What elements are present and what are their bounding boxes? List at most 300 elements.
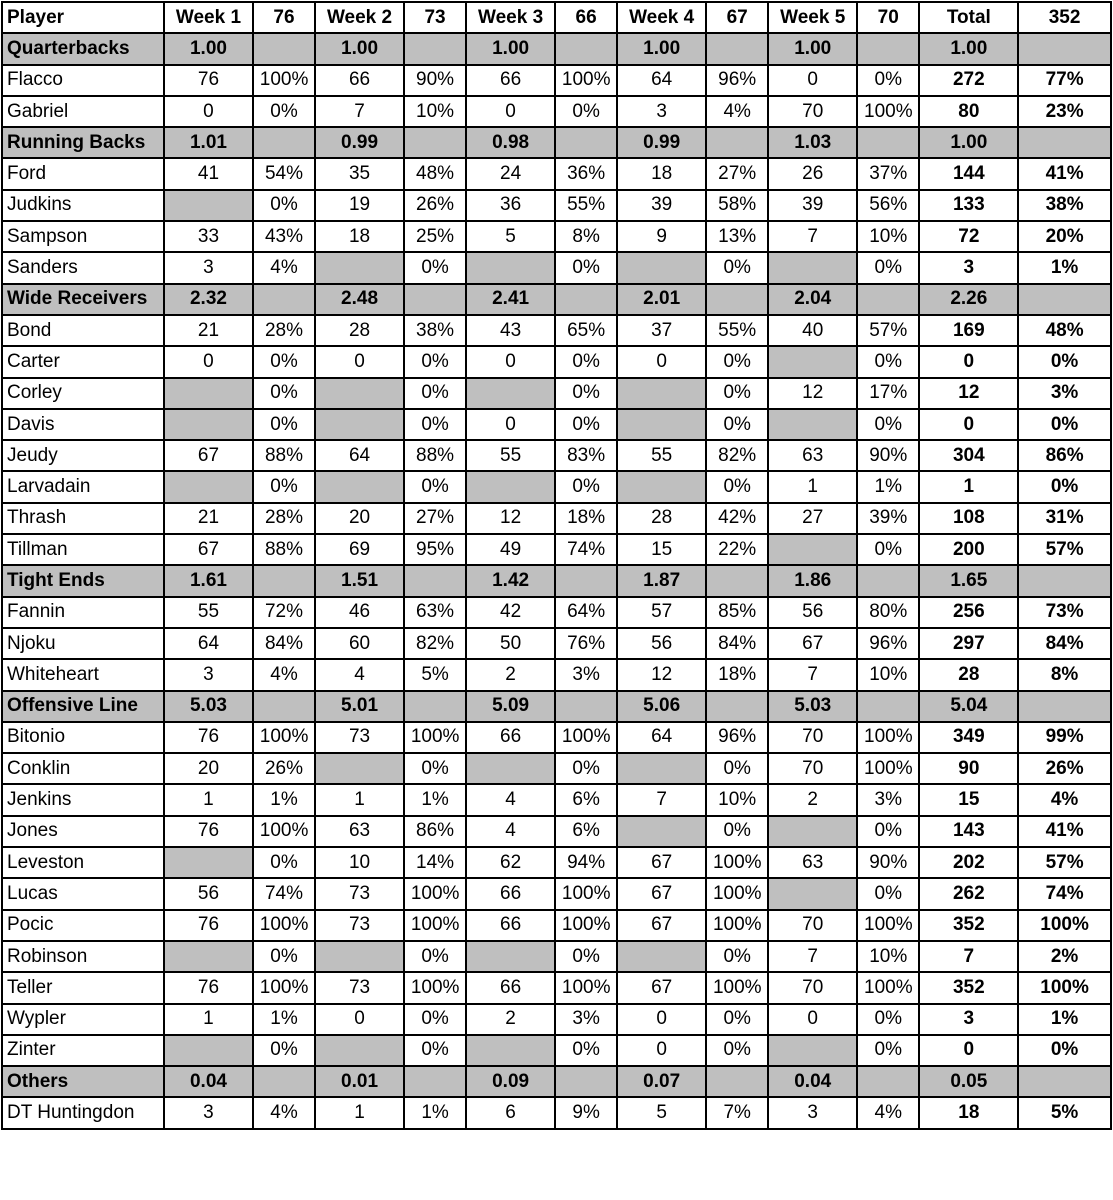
total-percent: 86% [1018, 440, 1111, 471]
player-row [2, 503, 1111, 534]
player-name: Flacco [2, 65, 164, 96]
player-name: Conklin [2, 753, 164, 784]
week-percent: 100% [404, 972, 466, 1003]
week-percent: 3% [555, 659, 617, 690]
player-row [2, 972, 1111, 1003]
week-snaps [315, 471, 404, 502]
total-percent [1018, 127, 1111, 158]
week-percent: 100% [253, 972, 315, 1003]
week-percent: 100% [404, 910, 466, 941]
week-snaps: 0.98 [466, 127, 555, 158]
week-snaps: 55 [164, 597, 253, 628]
week-snaps: 7 [315, 96, 404, 127]
week-percent [404, 33, 466, 64]
week-snaps: 39 [768, 190, 857, 221]
week-snaps: 1.00 [315, 33, 404, 64]
total-snaps: 0 [919, 1035, 1018, 1066]
week-snaps [768, 252, 857, 283]
week-percent [404, 284, 466, 315]
week-snaps: 73 [315, 722, 404, 753]
week-snaps: 0 [617, 1004, 706, 1035]
total-percent: 0% [1018, 1035, 1111, 1066]
total-percent [1018, 565, 1111, 596]
week-snaps [617, 378, 706, 409]
week-percent: 0% [404, 252, 466, 283]
week-percent [404, 565, 466, 596]
player-name: Jeudy [2, 440, 164, 471]
week-percent: 100% [857, 910, 919, 941]
week-snaps: 5 [466, 221, 555, 252]
week-percent: 55% [555, 190, 617, 221]
total-percent: 2% [1018, 941, 1111, 972]
week-snaps: 0 [315, 1004, 404, 1035]
week-snaps: 0.07 [617, 1066, 706, 1097]
player-row [2, 190, 1111, 221]
week-snaps: 5.03 [768, 691, 857, 722]
total-percent: 23% [1018, 96, 1111, 127]
week-snaps: 3 [768, 1097, 857, 1128]
week-percent: 88% [253, 534, 315, 565]
week-percent: 0% [404, 346, 466, 377]
week-percent: 100% [857, 753, 919, 784]
group-name: Running Backs [2, 127, 164, 158]
week-percent: 96% [857, 628, 919, 659]
week-snaps: 40 [768, 315, 857, 346]
week-snaps: 7 [768, 941, 857, 972]
week-percent: 1% [404, 784, 466, 815]
total-snaps: 262 [919, 878, 1018, 909]
week-percent: 100% [555, 878, 617, 909]
week-snaps: 2.41 [466, 284, 555, 315]
week-percent: 72% [253, 597, 315, 628]
week-percent: 100% [706, 878, 768, 909]
week-snaps [617, 252, 706, 283]
week-percent: 22% [706, 534, 768, 565]
week-snaps: 0 [617, 346, 706, 377]
player-row [2, 1004, 1111, 1035]
week-snaps [315, 252, 404, 283]
column-header: 67 [706, 2, 768, 33]
player-name: Jones [2, 816, 164, 847]
week-percent: 57% [857, 315, 919, 346]
total-snaps: 0 [919, 346, 1018, 377]
player-name: Fannin [2, 597, 164, 628]
week-percent: 0% [555, 346, 617, 377]
week-percent: 27% [404, 503, 466, 534]
week-snaps: 4 [466, 784, 555, 815]
player-name: Wypler [2, 1004, 164, 1035]
week-snaps: 21 [164, 503, 253, 534]
week-percent: 0% [706, 1035, 768, 1066]
week-snaps [164, 847, 253, 878]
column-header: Week 3 [466, 2, 555, 33]
week-snaps: 76 [164, 722, 253, 753]
total-snaps: 15 [919, 784, 1018, 815]
player-row [2, 471, 1111, 502]
week-snaps: 0.09 [466, 1066, 555, 1097]
week-percent: 4% [253, 659, 315, 690]
week-percent: 0% [253, 1035, 315, 1066]
week-percent: 0% [253, 190, 315, 221]
week-percent: 0% [253, 378, 315, 409]
total-snaps: 90 [919, 753, 1018, 784]
week-percent: 0% [555, 1035, 617, 1066]
week-snaps [617, 753, 706, 784]
week-percent: 37% [857, 158, 919, 189]
week-percent: 100% [706, 847, 768, 878]
week-percent: 63% [404, 597, 466, 628]
week-percent: 96% [706, 722, 768, 753]
player-name: Sanders [2, 252, 164, 283]
week-snaps: 39 [617, 190, 706, 221]
total-snaps: 202 [919, 847, 1018, 878]
player-name: Bitonio [2, 722, 164, 753]
player-name: Whiteheart [2, 659, 164, 690]
column-header: 70 [857, 2, 919, 33]
week-percent: 0% [706, 753, 768, 784]
week-percent: 95% [404, 534, 466, 565]
column-header: 66 [555, 2, 617, 33]
week-percent: 0% [555, 96, 617, 127]
total-snaps: 352 [919, 972, 1018, 1003]
week-snaps: 1.00 [768, 33, 857, 64]
week-snaps: 24 [466, 158, 555, 189]
week-percent: 28% [253, 315, 315, 346]
total-percent: 100% [1018, 972, 1111, 1003]
week-percent: 0% [857, 878, 919, 909]
week-snaps [466, 1035, 555, 1066]
player-name: DT Huntingdon [2, 1097, 164, 1128]
week-snaps [466, 941, 555, 972]
week-percent: 0% [706, 346, 768, 377]
total-snaps: 80 [919, 96, 1018, 127]
week-snaps: 76 [164, 972, 253, 1003]
player-row [2, 1097, 1111, 1128]
week-snaps: 15 [617, 534, 706, 565]
week-percent: 0% [404, 941, 466, 972]
total-snaps: 18 [919, 1097, 1018, 1128]
week-snaps [617, 409, 706, 440]
week-percent: 100% [706, 972, 768, 1003]
week-percent: 82% [706, 440, 768, 471]
week-snaps: 46 [315, 597, 404, 628]
player-name: Judkins [2, 190, 164, 221]
total-percent: 8% [1018, 659, 1111, 690]
week-percent: 17% [857, 378, 919, 409]
week-percent: 90% [857, 440, 919, 471]
week-percent: 3% [857, 784, 919, 815]
week-percent: 94% [555, 847, 617, 878]
week-percent: 18% [706, 659, 768, 690]
week-percent: 0% [253, 346, 315, 377]
player-row [2, 910, 1111, 941]
week-snaps: 28 [617, 503, 706, 534]
week-snaps [164, 190, 253, 221]
week-percent: 1% [857, 471, 919, 502]
week-snaps: 21 [164, 315, 253, 346]
week-percent: 100% [555, 722, 617, 753]
week-snaps: 64 [617, 722, 706, 753]
total-percent [1018, 33, 1111, 64]
week-percent: 0% [706, 471, 768, 502]
week-snaps: 1.86 [768, 565, 857, 596]
week-percent: 0% [253, 471, 315, 502]
week-snaps [164, 378, 253, 409]
week-snaps: 0 [617, 1035, 706, 1066]
week-percent: 0% [253, 941, 315, 972]
week-percent [555, 284, 617, 315]
week-snaps: 67 [617, 878, 706, 909]
week-percent: 6% [555, 816, 617, 847]
week-percent: 0% [404, 1004, 466, 1035]
total-snaps: 133 [919, 190, 1018, 221]
week-snaps: 2.01 [617, 284, 706, 315]
week-percent: 83% [555, 440, 617, 471]
week-snaps: 12 [617, 659, 706, 690]
total-snaps: 3 [919, 1004, 1018, 1035]
week-snaps [617, 941, 706, 972]
total-snaps: 72 [919, 221, 1018, 252]
week-snaps: 5 [617, 1097, 706, 1128]
player-row [2, 753, 1111, 784]
week-snaps: 2 [466, 1004, 555, 1035]
week-snaps: 63 [768, 440, 857, 471]
week-percent: 9% [555, 1097, 617, 1128]
week-percent [857, 691, 919, 722]
week-snaps: 1 [164, 1004, 253, 1035]
player-row [2, 847, 1111, 878]
week-percent: 8% [555, 221, 617, 252]
week-snaps [768, 409, 857, 440]
total-percent: 38% [1018, 190, 1111, 221]
week-percent: 100% [404, 878, 466, 909]
week-percent [706, 33, 768, 64]
week-percent: 100% [857, 972, 919, 1003]
week-snaps [768, 878, 857, 909]
week-percent: 100% [555, 910, 617, 941]
week-snaps: 43 [466, 315, 555, 346]
total-snaps: 169 [919, 315, 1018, 346]
position-group-row [2, 33, 1111, 64]
week-snaps: 0.04 [164, 1066, 253, 1097]
header-row [2, 2, 1111, 33]
week-percent: 1% [253, 784, 315, 815]
week-snaps: 66 [315, 65, 404, 96]
week-snaps [617, 816, 706, 847]
week-percent: 54% [253, 158, 315, 189]
total-snaps: 352 [919, 910, 1018, 941]
week-snaps: 36 [466, 190, 555, 221]
week-percent [555, 691, 617, 722]
week-percent [404, 127, 466, 158]
player-name: Larvadain [2, 471, 164, 502]
week-snaps: 64 [315, 440, 404, 471]
week-percent: 84% [253, 628, 315, 659]
week-snaps: 67 [617, 910, 706, 941]
week-percent: 100% [253, 65, 315, 96]
week-snaps: 2.04 [768, 284, 857, 315]
group-name: Offensive Line [2, 691, 164, 722]
week-percent: 90% [404, 65, 466, 96]
week-snaps: 7 [617, 784, 706, 815]
player-name: Teller [2, 972, 164, 1003]
week-percent: 0% [706, 409, 768, 440]
week-snaps: 3 [617, 96, 706, 127]
position-group-row [2, 1066, 1111, 1097]
week-percent: 56% [857, 190, 919, 221]
total-snaps: 1 [919, 471, 1018, 502]
player-row [2, 440, 1111, 471]
week-percent: 4% [706, 96, 768, 127]
week-percent: 28% [253, 503, 315, 534]
week-percent: 38% [404, 315, 466, 346]
week-snaps: 1 [315, 1097, 404, 1128]
week-snaps: 33 [164, 221, 253, 252]
total-percent: 5% [1018, 1097, 1111, 1128]
week-snaps: 66 [466, 722, 555, 753]
week-snaps [315, 378, 404, 409]
week-snaps [164, 1035, 253, 1066]
week-snaps: 66 [466, 878, 555, 909]
week-percent: 0% [404, 378, 466, 409]
week-percent: 96% [706, 65, 768, 96]
week-snaps [466, 753, 555, 784]
total-snaps: 0.05 [919, 1066, 1018, 1097]
week-snaps: 28 [315, 315, 404, 346]
player-row [2, 1035, 1111, 1066]
week-snaps: 69 [315, 534, 404, 565]
week-snaps [164, 409, 253, 440]
week-snaps: 56 [617, 628, 706, 659]
week-snaps: 1.00 [164, 33, 253, 64]
total-snaps: 144 [919, 158, 1018, 189]
player-name: Zinter [2, 1035, 164, 1066]
week-percent: 0% [555, 753, 617, 784]
week-snaps [315, 409, 404, 440]
week-percent: 100% [555, 65, 617, 96]
week-percent: 76% [555, 628, 617, 659]
week-snaps: 64 [617, 65, 706, 96]
total-percent: 57% [1018, 534, 1111, 565]
week-percent: 0% [404, 409, 466, 440]
group-name: Wide Receivers [2, 284, 164, 315]
player-name: Carter [2, 346, 164, 377]
week-snaps: 70 [768, 96, 857, 127]
total-percent: 0% [1018, 409, 1111, 440]
week-percent: 0% [706, 1004, 768, 1035]
week-percent [706, 1066, 768, 1097]
week-percent: 13% [706, 221, 768, 252]
total-percent: 0% [1018, 346, 1111, 377]
player-name: Sampson [2, 221, 164, 252]
week-percent [555, 127, 617, 158]
week-snaps: 37 [617, 315, 706, 346]
week-snaps: 4 [315, 659, 404, 690]
week-snaps: 70 [768, 753, 857, 784]
week-snaps: 76 [164, 65, 253, 96]
week-snaps [466, 252, 555, 283]
week-percent [253, 127, 315, 158]
week-percent: 100% [706, 910, 768, 941]
week-snaps: 12 [768, 378, 857, 409]
week-snaps: 55 [617, 440, 706, 471]
total-snaps: 3 [919, 252, 1018, 283]
total-snaps: 256 [919, 597, 1018, 628]
week-percent: 84% [706, 628, 768, 659]
week-snaps: 56 [164, 878, 253, 909]
week-percent: 86% [404, 816, 466, 847]
week-percent: 74% [253, 878, 315, 909]
week-percent: 82% [404, 628, 466, 659]
week-percent [857, 33, 919, 64]
week-percent: 0% [555, 471, 617, 502]
week-percent: 27% [706, 158, 768, 189]
week-percent: 100% [857, 722, 919, 753]
week-snaps: 2.32 [164, 284, 253, 315]
week-percent: 100% [404, 722, 466, 753]
week-snaps [768, 346, 857, 377]
week-percent: 10% [857, 221, 919, 252]
week-snaps: 62 [466, 847, 555, 878]
week-snaps: 0.99 [315, 127, 404, 158]
week-percent: 0% [857, 816, 919, 847]
week-snaps: 5.09 [466, 691, 555, 722]
total-percent: 4% [1018, 784, 1111, 815]
group-name: Others [2, 1066, 164, 1097]
player-name: Ford [2, 158, 164, 189]
total-percent: 3% [1018, 378, 1111, 409]
week-snaps: 10 [315, 847, 404, 878]
week-percent: 10% [857, 941, 919, 972]
week-percent: 0% [555, 409, 617, 440]
total-percent: 1% [1018, 252, 1111, 283]
week-percent: 0% [857, 65, 919, 96]
player-row [2, 409, 1111, 440]
player-row [2, 252, 1111, 283]
week-snaps: 50 [466, 628, 555, 659]
player-name: Corley [2, 378, 164, 409]
week-percent [253, 1066, 315, 1097]
week-percent: 0% [555, 378, 617, 409]
player-row [2, 378, 1111, 409]
week-percent: 26% [253, 753, 315, 784]
week-percent [706, 127, 768, 158]
week-snaps [315, 941, 404, 972]
player-row [2, 816, 1111, 847]
week-percent: 0% [857, 409, 919, 440]
week-percent [253, 565, 315, 596]
week-percent: 0% [706, 816, 768, 847]
week-snaps [315, 753, 404, 784]
week-snaps: 66 [466, 972, 555, 1003]
total-snaps: 1.00 [919, 33, 1018, 64]
week-percent: 0% [404, 1035, 466, 1066]
week-snaps: 1 [164, 784, 253, 815]
week-percent [404, 1066, 466, 1097]
total-snaps: 349 [919, 722, 1018, 753]
week-percent: 0% [555, 252, 617, 283]
week-snaps: 73 [315, 910, 404, 941]
total-percent: 31% [1018, 503, 1111, 534]
week-percent: 0% [706, 941, 768, 972]
week-snaps: 7 [768, 659, 857, 690]
week-percent: 25% [404, 221, 466, 252]
week-snaps: 0 [466, 346, 555, 377]
total-snaps: 108 [919, 503, 1018, 534]
position-group-row [2, 284, 1111, 315]
week-snaps: 20 [315, 503, 404, 534]
week-snaps: 27 [768, 503, 857, 534]
